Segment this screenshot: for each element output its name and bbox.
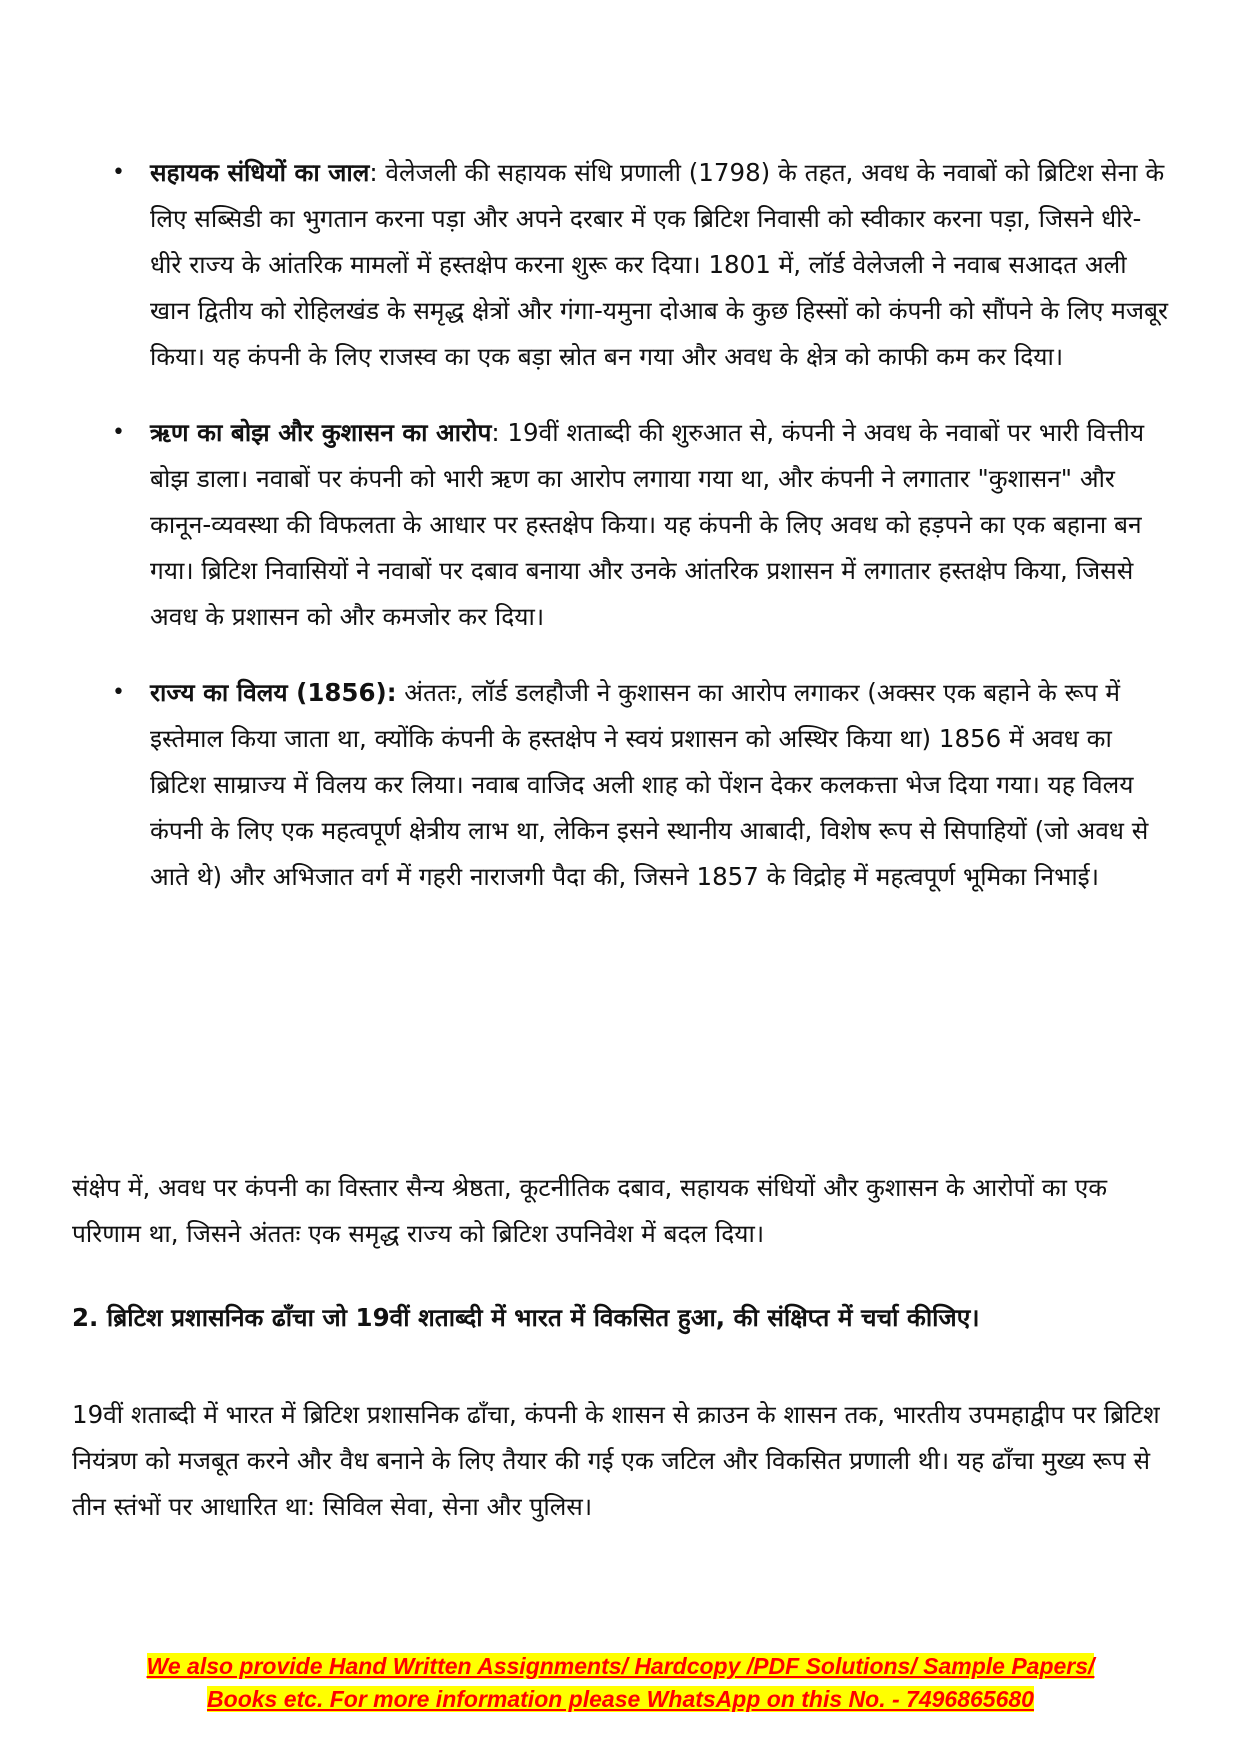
bullet-icon: •	[112, 420, 125, 445]
bullet-text: अंततः, लॉर्ड डलहौजी ने कुशासन का आरोप लगाकर (अक्सर एक बहाने के रूप में इस्तेमाल किया जाता था, क्योंकि कंपनी के हस्तक्षेप ने स्वयं प्रशासन को अस्थिर किया था) 1856 में अवध का ब्रिटिश साम्राज्य में विलय कर लिया। नवाब वाजिद अली शाह को पेंशन देकर कलकत्ता भेज दिया गया। यह विलय कंपनी के लिए एक महत्वपूर्ण क्षेत्रीय लाभ था, लेकिन इसने स्थानीय आबादी, विशेष रूप से सिपाहियों (जो अवध से आते थे) और अभिजात वर्ग में गहरी नाराजगी पैदा की, जिसने 1857 के विद्रोह में महत्वपूर्ण भूमिका निभाई।	[150, 678, 1149, 891]
summary-paragraph: संक्षेप में, अवध पर कंपनी का विस्तार सैन्य श्रेष्ठता, कूटनीतिक दबाव, सहायक संधियों और कुशासन के आरोपों का एक परिणाम था, जिसने अंततः एक समृद्ध राज्य को ब्रिटिश उपनिवेश में बदल दिया।	[72, 1173, 1108, 1248]
question-heading: 2. ब्रिटिश प्रशासनिक ढाँचा जो 19वीं शताब्दी में भारत में विकसित हुआ, की संक्षिप्त में चर्चा कीजिए।	[72, 1303, 980, 1332]
list-item	[112, 410, 1172, 640]
answer-paragraph: 19वीं शताब्दी में भारत में ब्रिटिश प्रशासनिक ढाँचा, कंपनी के शासन से क्राउन के शासन तक, भारतीय उपमहाद्वीप पर ब्रिटिश नियंत्रण को मजबूत करने और वैध बनाने के लिए तैयार की गई एक जटिल और विकसित प्रणाली थी। यह ढाँचा मुख्य रूप से तीन स्तंभों पर आधारित था: सिविल सेवा, सेना और पुलिस।	[72, 1400, 1160, 1521]
bullet-term: राज्य का विलय (1856):	[150, 678, 397, 707]
bullet-icon: •	[112, 680, 125, 705]
promo-footer	[0, 1650, 1241, 1716]
bullet-text: : वेलेजली की सहायक संधि प्रणाली (1798) के तहत, अवध के नवाबों को ब्रिटिश सेना के लिए सब्सिडी का भुगतान करना पड़ा और अपने दरबार में एक ब्रिटिश निवासी को स्वीकार करना पड़ा, जिसने धीरे-धीरे राज्य के आंतरिक मामलों में हस्तक्षेप करना शुरू कर दिया। 1801 में, लॉर्ड वेलेजली ने नवाब सआदत अली खान द्वितीय को रोहिलखंड के समृद्ध क्षेत्रों और गंगा-यमुना दोआब के कुछ हिस्सों को कंपनी को सौंपने के लिए मजबूर किया। यह कंपनी के लिए राजस्व का एक बड़ा स्रोत बन गया और अवध के क्षेत्र को काफी कम कर दिया।	[150, 158, 1169, 371]
bullet-text: : 19वीं शताब्दी की शुरुआत से, कंपनी ने अवध के नवाबों पर भारी वित्तीय बोझ डाला। नवाबों पर कंपनी को भारी ऋण का आरोप लगाया गया था, और कंपनी ने लगातार "कुशासन" और कानून-व्यवस्था की विफलता के आधार पर हस्तक्षेप किया। यह कंपनी के लिए अवध को हड़पने का एक बहाना बन गया। ब्रिटिश निवासियों ने नवाबों पर दबाव बनाया और उनके आंतरिक प्रशासन में लगातार हस्तक्षेप किया, जिससे अवध के प्रशासन को और कमजोर कर दिया।	[150, 418, 1145, 631]
bullet-list	[112, 150, 1172, 930]
list-item	[112, 150, 1172, 380]
bullet-term: सहायक संधियों का जाल	[150, 158, 370, 187]
bullet-icon: •	[112, 160, 125, 185]
promo-line-1: We also provide Hand Written Assignments/ Hardcopy /PDF Solutions/ Sample Papers/	[146, 1653, 1095, 1679]
list-item	[112, 670, 1172, 900]
promo-line-2: Books etc. For more information please WhatsApp on this No. - 7496865680	[207, 1686, 1034, 1712]
bullet-term: ऋण का बोझ और कुशासन का आरोप	[150, 418, 492, 447]
